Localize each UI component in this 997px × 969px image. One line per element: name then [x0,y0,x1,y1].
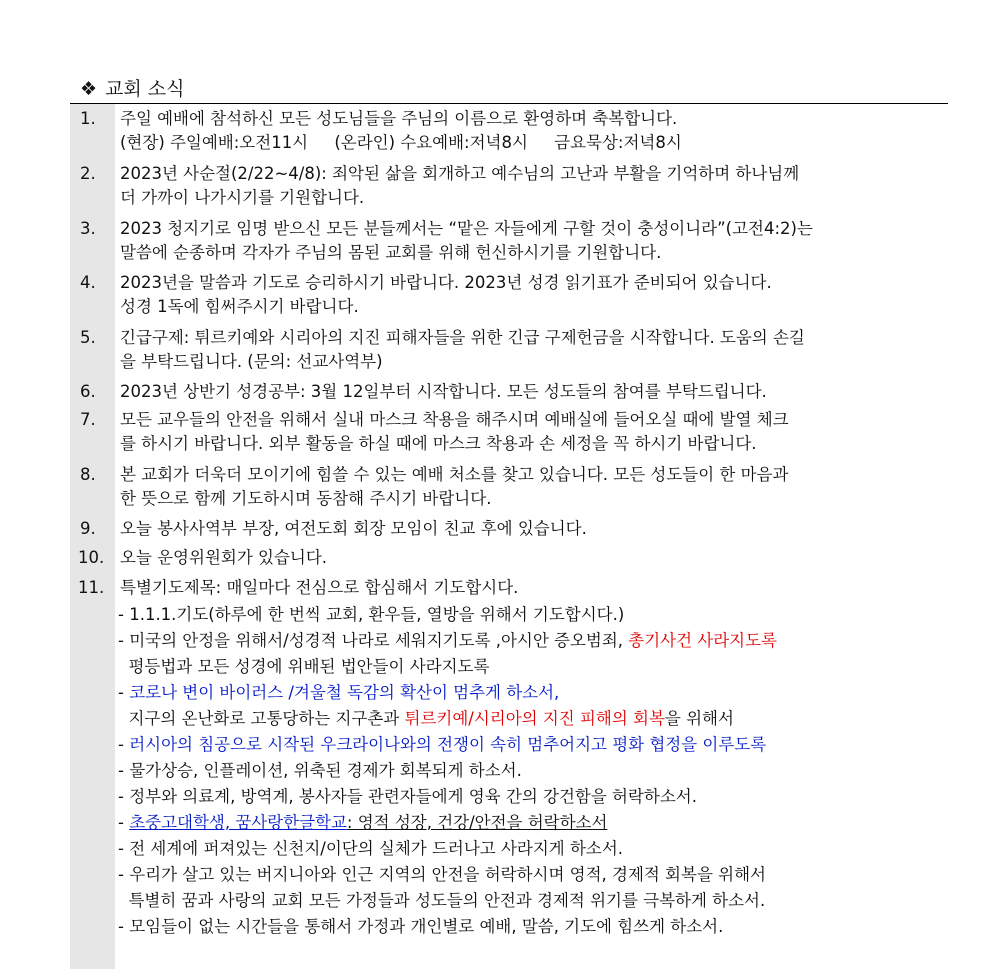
item-text: 특별기도제목: 매일마다 전심으로 합심해서 기도합시다. [120,578,519,597]
prayer-item [118,680,946,706]
prayer-item: - 물가상승, 인플레이션, 위축된 경제가 회복되게 하소서. [118,761,522,780]
prayer-item-continued: 평등법과 모든 성경에 위배된 법안들이 사라지도록 [118,657,490,676]
prayer-item: - 모임들이 없는 시간들을 통해서 가정과 개인별로 예배, 말씀, 기도에 힘쓰게 하소서. [118,917,724,936]
item-number: 7. [80,410,96,429]
diamond-bullet-icon: ❖ [80,78,98,100]
item-number: 11. [78,578,105,597]
item-text: 본 교회가 더욱더 모이기에 힘쓸 수 있는 예배 처소를 찾고 있습니다. 모든 성도들이 한 마음과 [120,465,789,484]
prayer-highlight-red: 튀르키예/시리아의 지진 피해의 회복 [404,709,665,728]
item-text: 모든 교우들의 안전을 위해서 실내 마스크 착용을 해주시며 예배실에 들어오실 때에 발열 체크 [120,410,789,429]
prayer-text: : 영적 성장, 건강/안전을 허락하소서 [346,813,608,832]
prayer-item-continued [118,706,946,732]
item-text: 말씀에 순종하며 각자가 주님의 몸된 교회를 위해 헌신하시기를 기원합니다. [120,243,662,262]
prayer-item [118,810,946,836]
header-divider [70,103,948,104]
item-text: 오늘 운영위원회가 있습니다. [120,548,328,567]
item-text: 오늘 봉사사역부 부장, 여전도회 회장 모임이 친교 후에 있습니다. [120,519,587,538]
item-text: 을 부탁드립니다. (문의: 선교사역부) [120,352,383,371]
section-header [80,74,185,101]
item-text: 주일 예배에 참석하신 모든 성도님들을 주님의 이름으로 환영하며 축복합니다. [120,109,678,128]
prayer-highlight-blue: 초중고대학생, 꿈사랑한글학교 [129,813,347,832]
item-number: 1. [80,109,96,128]
item-number: 9. [80,519,96,538]
item-text: 긴급구제: 튀르키예와 시리아의 지진 피해자들을 위한 긴급 구제헌금을 시작합니다. 도움의 손길 [120,328,805,347]
prayer-highlight-blue: 코로나 변이 바이러스 /겨울철 독감의 확산이 멈추게 하소서, [129,683,560,702]
prayer-item: - 우리가 살고 있는 버지니아와 인근 지역의 안전을 허락하시며 영적, 경제적 회복을 위해서 [118,865,766,884]
prayer-text: 을 위해서 [664,709,734,728]
item-number: 10. [78,548,105,567]
item-text: 더 가까이 나가시기를 기원합니다. [120,188,365,207]
prayer-highlight-blue: 러시아의 침공으로 시작된 우크라이나와의 전쟁이 속히 멈추어지고 평화 협정을 이루도록 [129,735,767,754]
prayer-item: - 전 세계에 퍼져있는 신천지/이단의 실체가 드러나고 사라지게 하소서. [118,839,624,858]
prayer-dash: - [118,683,130,702]
prayer-highlight-red: 총기사건 사라지도록 [628,631,777,650]
section-title: 교회 소식 [105,78,185,100]
prayer-item-continued: 특별히 꿈과 사랑의 교회 모든 가정들과 성도들의 안전과 경제적 위기를 극복하게 하소서. [118,891,766,910]
item-number: 3. [80,219,96,238]
item-number: 2. [80,164,96,183]
item-text: (현장) 주일예배:오전11시 (온라인) 수요예배:저녁8시 금요묵상:저녁8시 [120,133,682,152]
prayer-item: - 정부와 의료계, 방역계, 봉사자들 관련자들에게 영육 간의 강건함을 허락하소서. [118,787,697,806]
prayer-dash: - [118,813,130,832]
prayer-text: 지구의 온난화로 고통당하는 지구촌과 [118,709,405,728]
item-text: 2023년을 말씀과 기도로 승리하시기 바랍니다. 2023년 성경 읽기표가 준비되어 있습니다. [120,273,772,292]
item-number: 5. [80,328,96,347]
prayer-item [118,628,946,654]
prayer-item: - 1.1.1.기도(하루에 한 번씩 교회, 환우들, 열방을 위해서 기도합시다.) [118,605,625,624]
prayer-item [118,732,946,758]
item-text: 2023 청지기로 임명 받으신 모든 분들께서는 “맡은 자들에게 구할 것이 충성이니라”(고전4:2)는 [120,219,813,238]
item-text: 한 뜻으로 함께 기도하시며 동참해 주시기 바랍니다. [120,489,492,508]
item-number: 4. [80,273,96,292]
item-text: 성경 1독에 힘써주시기 바랍니다. [120,297,359,316]
item-text: 를 하시기 바랍니다. 외부 활동을 하실 때에 마스크 착용과 손 세정을 꼭 하시기 바랍니다. [120,434,757,453]
prayer-text: - 미국의 안정을 위해서/성경적 나라로 세워지기도록 ,아시안 증오범죄, [118,631,629,650]
prayer-dash: - [118,735,130,754]
item-number: 8. [80,465,96,484]
item-text: 2023년 상반기 성경공부: 3월 12일부터 시작합니다. 모든 성도들의 참여를 부탁드립니다. [120,382,767,401]
item-number: 6. [80,382,96,401]
item-text: 2023년 사순절(2/22~4/8): 죄악된 삶을 회개하고 예수님의 고난과 부활을 기억하며 하나님께 [120,164,800,183]
